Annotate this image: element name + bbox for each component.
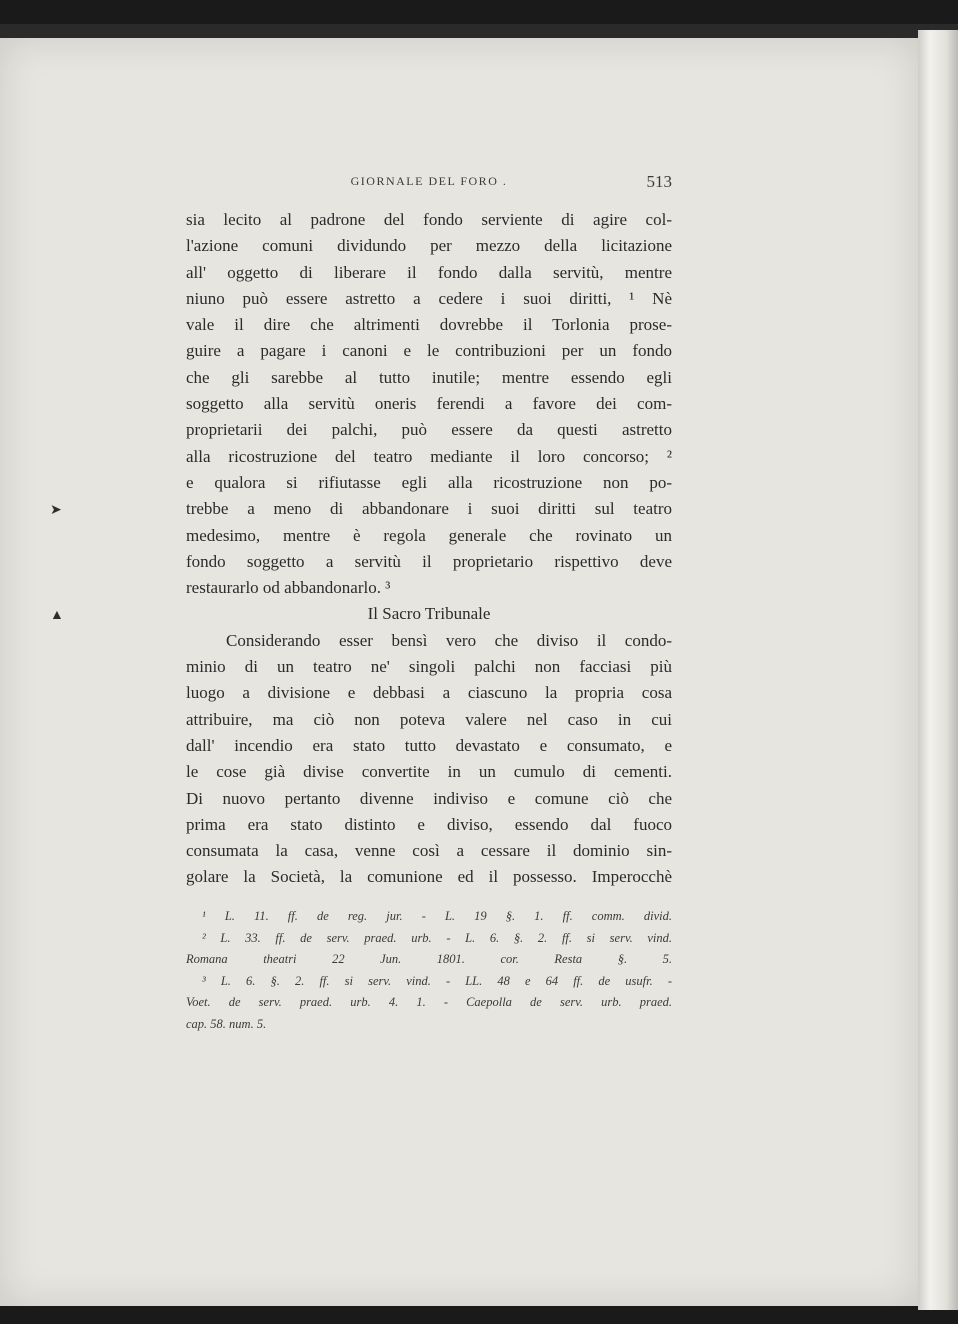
text-line: alla ricostruzione del teatro mediante il loro concorso; ² — [186, 446, 672, 466]
footnote-line: ² L. 33. ff. de serv. praed. urb. - L. 6. §. 2. ff. si serv. vind. — [202, 930, 672, 945]
text-line: l'azione comuni dividundo per mezzo della licitazione — [186, 236, 672, 256]
text-line: restaurarlo od abbandonarlo. ³ — [186, 578, 391, 598]
text-line: soggetto alla servitù oneris ferendi a favore dei com- — [186, 394, 672, 414]
running-title: GIORNALE DEL FORO . — [350, 174, 508, 188]
text-line: niuno può essere astretto a cedere i suoi diritti, ¹ Nè — [186, 288, 672, 308]
text-line: luogo a divisione e debbasi a ciascuno la propria cosa — [186, 683, 672, 703]
footnotes — [186, 906, 672, 1036]
scan-top-band — [0, 24, 958, 38]
text-line: minio di un teatro ne' singoli palchi non facciasi più — [186, 657, 672, 677]
footnote-line: Voet. de serv. praed. urb. 4. 1. - Caepolla de serv. urb. praed. — [186, 995, 672, 1010]
text-line: fondo soggetto a servitù il proprietario rispettivo deve — [186, 551, 672, 571]
footnote-line: ¹ L. 11. ff. de reg. jur. - L. 19 §. 1. ff. comm. divid. — [202, 909, 672, 923]
text-line: golare la Società, la comunione ed il possesso. Imperocchè — [186, 867, 672, 887]
text-line: e qualora si rifiutasse egli alla ricostruzione non po- — [186, 472, 672, 492]
page-header — [186, 172, 672, 192]
text-line: all' oggetto di liberare il fondo dalla servitù, mentre — [186, 262, 672, 282]
margin-arrow-icon: ➤ — [50, 503, 62, 518]
text-line: dall' incendio era stato tutto devastato e consumato, e — [186, 735, 672, 755]
text-line: sia lecito al padrone del fondo serviente di agire col- — [186, 210, 672, 229]
section-title: Il Sacro Tribunale — [367, 604, 491, 624]
footnote-line: ³ L. 6. §. 2. ff. si serv. vind. - LL. 48 e 64 ff. de usufr. - — [202, 973, 672, 988]
text-line: le cose già divise convertite in un cumulo di cementi. — [186, 762, 672, 782]
text-line: Di nuovo pertanto divenne indiviso e comune ciò che — [186, 788, 672, 808]
text-line: attribuire, ma ciò non poteva valere nel caso in cui — [186, 709, 672, 729]
text-line: Considerando esser bensì vero che diviso il condo- — [226, 630, 672, 650]
page-fore-edge — [918, 30, 958, 1310]
footnote-line: Romana theatri 22 Jun. 1801. cor. Resta §. 5. — [186, 952, 672, 967]
text-line: vale il dire che altrimenti dovrebbe il Torlonia prose- — [186, 315, 672, 335]
text-line: prima era stato distinto e diviso, essendo dal fuoco — [186, 814, 672, 834]
margin-arrow-icon: ▲ — [50, 608, 64, 623]
page-number: 513 — [646, 172, 672, 191]
text-line: consumata la casa, venne così a cessare il dominio sin- — [186, 841, 672, 861]
text-line: proprietarii dei palchi, può essere da questi astretto — [186, 420, 672, 440]
main-text — [186, 207, 672, 891]
footnote-line: cap. 58. num. 5. — [186, 1016, 267, 1031]
text-line: guire a pagare i canoni e le contribuzioni per un fondo — [186, 341, 672, 361]
text-line: che gli sarebbe al tutto inutile; mentre essendo egli — [186, 367, 672, 387]
text-line: trebbe a meno di abbandonare i suoi diritti sul teatro — [186, 499, 672, 519]
text-line: medesimo, mentre è regola generale che rovinato un — [186, 525, 672, 545]
